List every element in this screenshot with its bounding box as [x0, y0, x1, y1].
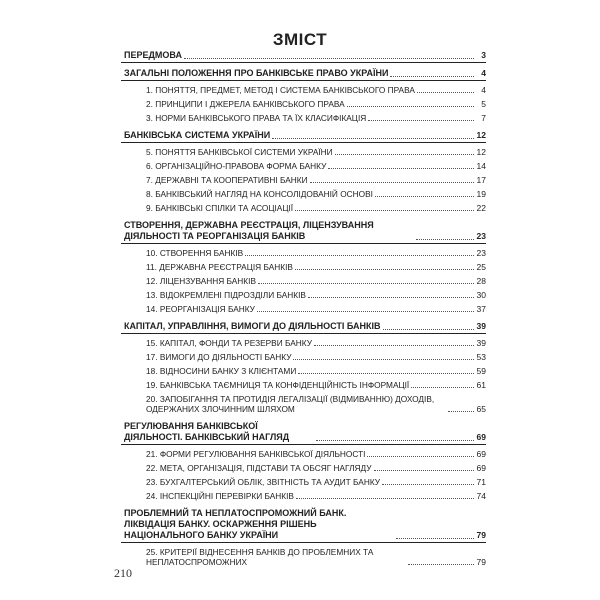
toc-item[interactable] [121, 366, 486, 376]
item-text: 19. БАНКІВСЬКА ТАЄМНИЦЯ ТА КОНФІДЕНЦІЙНІСТЬ ІНФОРМАЦІЇ [146, 380, 410, 390]
dot-leader [308, 297, 474, 298]
item-page-number: 69 [476, 449, 486, 459]
item-page-number: 30 [476, 290, 486, 300]
item-text: 18. ВІДНОСИНИ БАНКУ З КЛІЄНТАМИ [146, 366, 297, 376]
item-page-number: 17 [476, 175, 486, 185]
dot-leader [411, 387, 474, 388]
dot-leader [293, 359, 474, 360]
dot-leader [335, 154, 474, 155]
section-title[interactable] [121, 508, 486, 543]
item-text: 7. ДЕРЖАВНІ ТА КООПЕРАТИВНІ БАНКИ [146, 175, 308, 185]
item-text: 23. БУХГАЛТЕРСЬКИЙ ОБЛІК, ЗВІТНІСТЬ ТА АУДИТ БАНКУ [146, 477, 381, 487]
item-text: 8. БАНКІВСЬКИЙ НАГЛЯД НА КОНСОЛІДОВАНІЙ ОСНОВІ [146, 189, 373, 199]
toc-item[interactable] [121, 85, 486, 95]
toc-item[interactable] [121, 248, 486, 258]
toc-item[interactable] [121, 463, 486, 473]
item-text: 5. ПОНЯТТЯ БАНКІВСЬКОЇ СИСТЕМИ УКРАЇНИ [146, 147, 333, 157]
dot-leader [258, 283, 474, 284]
item-page-number: 19 [476, 189, 486, 199]
item-text: 14. РЕОРГАНІЗАЦІЯ БАНКУ [146, 304, 255, 314]
item-page-number: 74 [476, 491, 486, 501]
item-page-number: 65 [476, 404, 486, 414]
section-title[interactable] [121, 220, 486, 244]
toc-section [121, 421, 486, 502]
section-title-text: БАНКІВСЬКА СИСТЕМА УКРАЇНИ [124, 130, 271, 140]
dot-leader [416, 239, 474, 240]
item-text: 11. ДЕРЖАВНА РЕЄСТРАЦІЯ БАНКІВ [146, 262, 293, 272]
toc-section [121, 50, 486, 63]
dot-leader [375, 196, 474, 197]
item-text: 20. ЗАПОБІГАННЯ ТА ПРОТИДІЯ ЛЕГАЛІЗАЦІЇ (ВІДМИВАННЮ) ДОХОДІВ, ОДЕРЖАНИХ ЗЛОЧИННИМ ШЛЯХОМ [146, 394, 435, 414]
toc-item[interactable] [121, 276, 486, 286]
toc-item[interactable] [121, 99, 486, 109]
section-title-text: ПЕРЕДМОВА [124, 50, 182, 60]
table-of-contents [121, 50, 486, 570]
section-page-number: 39 [476, 321, 486, 331]
item-page-number: 71 [476, 477, 486, 487]
dot-leader [298, 373, 474, 374]
item-page-number: 7 [481, 113, 486, 123]
item-text: 9. БАНКІВСЬКІ СПІЛКИ ТА АСОЦІАЦІЇ [146, 203, 294, 213]
toc-section [121, 130, 486, 214]
item-text: 13. ВІДОКРЕМЛЕНІ ПІДРОЗДІЛИ БАНКІВ [146, 290, 306, 300]
toc-section [121, 220, 486, 315]
section-title[interactable] [121, 321, 486, 334]
dot-leader [295, 210, 474, 211]
toc-item[interactable] [121, 147, 486, 157]
item-page-number: 14 [476, 161, 486, 171]
dot-leader [296, 498, 474, 499]
dot-leader [347, 106, 474, 107]
toc-item[interactable] [121, 262, 486, 272]
dot-leader [184, 58, 474, 59]
item-text: 24. ІНСПЕКЦІЙНІ ПЕРЕВІРКИ БАНКІВ [146, 491, 294, 501]
item-page-number: 61 [476, 380, 486, 390]
page-title: ЗМІСТ [272, 30, 328, 49]
toc-item[interactable] [121, 203, 486, 213]
section-page-number: 69 [476, 432, 486, 442]
item-text: 22. МЕТА, ОРГАНІЗАЦІЯ, ПІДСТАВИ ТА ОБСЯГ НАГЛЯДУ [146, 463, 372, 473]
item-page-number: 22 [476, 203, 486, 213]
item-page-number: 53 [476, 352, 486, 362]
item-text: 1. ПОНЯТТЯ, ПРЕДМЕТ, МЕТОД І СИСТЕМА БАНКІВСЬКОГО ПРАВА [146, 85, 415, 95]
item-text: 6. ОРГАНІЗАЦІЙНО-ПРАВОВА ФОРМА БАНКУ [146, 161, 327, 171]
section-page-number: 4 [481, 68, 486, 78]
section-title-text: ПРОБЛЕМНИЙ ТА НЕПЛАТОСПРОМОЖНИЙ БАНК. ЛІКВІДАЦІЯ БАНКУ. ОСКАРЖЕННЯ РІШЕНЬ НАЦІОНАЛЬНОГО БАНКУ УКРАЇНИ [124, 508, 347, 540]
section-title-text: РЕГУЛЮВАННЯ БАНКІВСЬКОЇ ДІЯЛЬНОСТІ. БАНКІВСЬКИЙ НАГЛЯД [124, 421, 290, 442]
section-page-number: 79 [476, 530, 486, 540]
toc-item[interactable] [121, 547, 486, 567]
dot-leader [374, 470, 475, 471]
item-text: 15. КАПІТАЛ, ФОНДИ ТА РЕЗЕРВИ БАНКУ [146, 338, 312, 348]
toc-item[interactable] [121, 161, 486, 171]
item-text: 2. ПРИНЦИПИ І ДЖЕРЕЛА БАНКІВСЬКОГО ПРАВА [146, 99, 345, 109]
toc-section [121, 68, 486, 124]
dot-leader [383, 329, 474, 330]
dot-leader [310, 182, 474, 183]
toc-item[interactable] [121, 189, 486, 199]
toc-item[interactable] [121, 477, 486, 487]
toc-item[interactable] [121, 113, 486, 123]
item-page-number: 79 [476, 557, 486, 567]
section-title[interactable] [121, 68, 486, 81]
toc-item[interactable] [121, 449, 486, 459]
toc-item[interactable] [121, 175, 486, 185]
toc-item[interactable] [121, 352, 486, 362]
item-page-number: 28 [476, 276, 486, 286]
section-page-number: 23 [476, 231, 486, 241]
item-text: 3. НОРМИ БАНКІВСЬКОГО ПРАВА ТА ЇХ КЛАСИФІКАЦІЯ [146, 113, 367, 123]
dot-leader [448, 411, 474, 412]
item-page-number: 5 [481, 99, 486, 109]
dot-leader [245, 255, 474, 256]
dot-leader [368, 120, 474, 121]
dot-leader [295, 269, 474, 270]
section-title-text: КАПІТАЛ, УПРАВЛІННЯ, ВИМОГИ ДО ДІЯЛЬНОСТІ БАНКІВ [124, 321, 381, 331]
dot-leader [382, 484, 474, 485]
section-page-number: 12 [476, 130, 486, 140]
toc-section [121, 321, 486, 415]
dot-leader [272, 138, 474, 139]
section-title[interactable] [121, 130, 486, 143]
toc-item[interactable] [121, 394, 486, 414]
item-page-number: 69 [476, 463, 486, 473]
page-number: 210 [114, 566, 132, 580]
dot-leader [390, 76, 474, 77]
section-page-number: 3 [481, 50, 486, 60]
item-text: 10. СТВОРЕННЯ БАНКІВ [146, 248, 244, 258]
toc-item[interactable] [121, 304, 486, 314]
toc-item[interactable] [121, 290, 486, 300]
item-text: 21. ФОРМИ РЕГУЛЮВАННЯ БАНКІВСЬКОЇ ДІЯЛЬНОСТІ [146, 449, 366, 459]
toc-section [121, 508, 486, 568]
item-page-number: 12 [476, 147, 486, 157]
dot-leader [257, 311, 474, 312]
item-page-number: 23 [476, 248, 486, 258]
item-page-number: 39 [476, 338, 486, 348]
item-text: 25. КРИТЕРІЇ ВІДНЕСЕННЯ БАНКІВ ДО ПРОБЛЕМНИХ ТА НЕПЛАТОСПРОМОЖНИХ [146, 547, 374, 567]
item-text: 17. ВИМОГИ ДО ДІЯЛЬНОСТІ БАНКУ [146, 352, 292, 362]
dot-leader [316, 440, 474, 441]
toc-item[interactable] [121, 491, 486, 501]
dot-leader [417, 92, 474, 93]
item-text: 12. ЛІЦЕНЗУВАННЯ БАНКІВ [146, 276, 256, 286]
item-page-number: 4 [481, 85, 486, 95]
section-title-text: ЗАГАЛЬНІ ПОЛОЖЕННЯ ПРО БАНКІВСЬКЕ ПРАВО УКРАЇНИ [124, 68, 389, 78]
toc-item[interactable] [121, 380, 486, 390]
dot-leader [396, 538, 474, 539]
section-title[interactable] [121, 421, 486, 445]
dot-leader [367, 456, 474, 457]
dot-leader [408, 564, 474, 565]
item-page-number: 59 [476, 366, 486, 376]
section-title-text: СТВОРЕННЯ, ДЕРЖАВНА РЕЄСТРАЦІЯ, ЛІЦЕНЗУВАННЯ ДІЯЛЬНОСТІ ТА РЕОРГАНІЗАЦІЯ БАНКІВ [124, 220, 374, 241]
toc-item[interactable] [121, 338, 486, 348]
section-title[interactable] [121, 50, 486, 61]
dot-leader [314, 345, 474, 346]
item-page-number: 25 [476, 262, 486, 272]
item-page-number: 37 [476, 304, 486, 314]
dot-leader [328, 168, 474, 169]
